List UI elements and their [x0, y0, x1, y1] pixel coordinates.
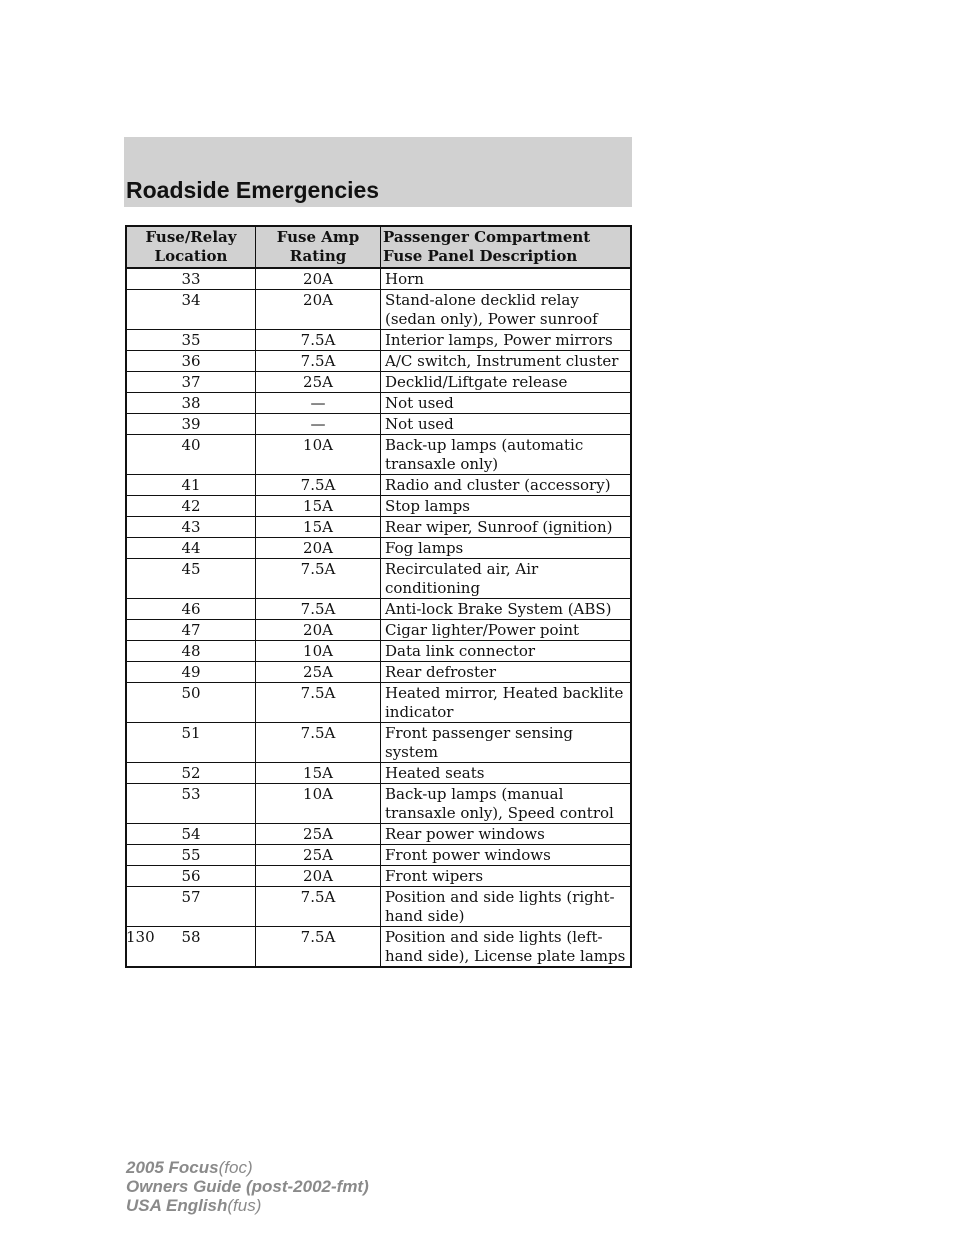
cell-location: 47 — [126, 620, 256, 641]
cell-description: Heated seats — [381, 763, 632, 784]
cell-description: Cigar lighter/Power point — [381, 620, 632, 641]
table-row — [126, 620, 631, 641]
table-header-row — [126, 226, 631, 268]
cell-description: Heated mirror, Heated backlite indicator — [381, 683, 632, 723]
cell-rating: 20A — [256, 538, 381, 559]
cell-location: 40 — [126, 435, 256, 475]
footer-line-2 — [126, 1177, 369, 1196]
cell-rating: 7.5A — [256, 559, 381, 599]
cell-rating: 20A — [256, 866, 381, 887]
cell-description: Not used — [381, 393, 632, 414]
cell-rating: 10A — [256, 784, 381, 824]
cell-rating: 25A — [256, 845, 381, 866]
cell-rating: 7.5A — [256, 927, 381, 968]
cell-location: 57 — [126, 887, 256, 927]
cell-description: Rear power windows — [381, 824, 632, 845]
fuse-table-body — [126, 268, 631, 967]
cell-location: 50 — [126, 683, 256, 723]
cell-rating: 20A — [256, 620, 381, 641]
column-header-rating: Fuse Amp Rating — [256, 226, 381, 268]
cell-location: 45 — [126, 559, 256, 599]
column-header-description: Passenger Compartment Fuse Panel Description — [381, 226, 632, 268]
cell-location: 37 — [126, 372, 256, 393]
cell-location: 38 — [126, 393, 256, 414]
table-row — [126, 683, 631, 723]
table-row — [126, 330, 631, 351]
fuse-table — [125, 225, 632, 968]
cell-location: 54 — [126, 824, 256, 845]
cell-description: Anti-lock Brake System (ABS) — [381, 599, 632, 620]
footer-language: USA English — [126, 1196, 228, 1215]
cell-rating: 10A — [256, 641, 381, 662]
footer-guide: Owners Guide (post-2002-fmt) — [126, 1177, 369, 1196]
cell-location: 51 — [126, 723, 256, 763]
document-footer — [126, 1158, 369, 1215]
cell-location: 39 — [126, 414, 256, 435]
table-row — [126, 641, 631, 662]
cell-description: Stand-alone decklid relay (sedan only), Power sunroof — [381, 290, 632, 330]
cell-description: Back-up lamps (manual transaxle only), Speed control — [381, 784, 632, 824]
cell-rating: — — [256, 414, 381, 435]
cell-rating: 15A — [256, 496, 381, 517]
cell-location: 43 — [126, 517, 256, 538]
cell-location: 44 — [126, 538, 256, 559]
cell-rating: 25A — [256, 824, 381, 845]
cell-rating: 25A — [256, 662, 381, 683]
table-row — [126, 538, 631, 559]
cell-description: Decklid/Liftgate release — [381, 372, 632, 393]
cell-location: 52 — [126, 763, 256, 784]
cell-rating: 7.5A — [256, 887, 381, 927]
table-row — [126, 414, 631, 435]
table-row — [126, 435, 631, 475]
cell-location: 56 — [126, 866, 256, 887]
cell-description: Back-up lamps (automatic transaxle only) — [381, 435, 632, 475]
cell-rating: 7.5A — [256, 475, 381, 496]
cell-rating: 15A — [256, 763, 381, 784]
cell-location: 41 — [126, 475, 256, 496]
cell-rating: — — [256, 393, 381, 414]
cell-location: 35 — [126, 330, 256, 351]
table-row — [126, 887, 631, 927]
cell-description: Recirculated air, Air conditioning — [381, 559, 632, 599]
section-header-band — [124, 137, 632, 207]
footer-model-code: (foc) — [218, 1158, 253, 1177]
table-row — [126, 599, 631, 620]
cell-rating: 10A — [256, 435, 381, 475]
table-row — [126, 351, 631, 372]
cell-description: Rear defroster — [381, 662, 632, 683]
cell-location: 46 — [126, 599, 256, 620]
table-row — [126, 372, 631, 393]
footer-model: 2005 Focus — [126, 1158, 219, 1177]
cell-rating: 20A — [256, 268, 381, 290]
table-row — [126, 559, 631, 599]
table-row — [126, 723, 631, 763]
cell-location: 36 — [126, 351, 256, 372]
table-row — [126, 824, 631, 845]
cell-description: Data link connector — [381, 641, 632, 662]
page-number: 130 — [126, 928, 155, 946]
table-row — [126, 763, 631, 784]
cell-description: Front wipers — [381, 866, 632, 887]
table-row — [126, 866, 631, 887]
cell-rating: 25A — [256, 372, 381, 393]
cell-location: 53 — [126, 784, 256, 824]
table-row — [126, 290, 631, 330]
cell-rating: 7.5A — [256, 683, 381, 723]
cell-description: Interior lamps, Power mirrors — [381, 330, 632, 351]
cell-location: 34 — [126, 290, 256, 330]
table-row — [126, 662, 631, 683]
cell-description: Position and side lights (right-hand side) — [381, 887, 632, 927]
cell-description: Horn — [381, 268, 632, 290]
table-row — [126, 475, 631, 496]
cell-description: Fog lamps — [381, 538, 632, 559]
footer-language-code: (fus) — [227, 1196, 262, 1215]
table-row — [126, 268, 631, 290]
cell-rating: 7.5A — [256, 723, 381, 763]
cell-description: Front passenger sensing system — [381, 723, 632, 763]
cell-description: Radio and cluster (accessory) — [381, 475, 632, 496]
cell-description: Rear wiper, Sunroof (ignition) — [381, 517, 632, 538]
cell-description: A/C switch, Instrument cluster — [381, 351, 632, 372]
footer-line-1 — [126, 1158, 369, 1177]
cell-location: 58 — [126, 927, 256, 968]
footer-line-3 — [126, 1196, 369, 1215]
cell-location: 55 — [126, 845, 256, 866]
cell-location: 49 — [126, 662, 256, 683]
table-row — [126, 517, 631, 538]
cell-location: 33 — [126, 268, 256, 290]
cell-rating: 20A — [256, 290, 381, 330]
cell-rating: 7.5A — [256, 351, 381, 372]
cell-description: Front power windows — [381, 845, 632, 866]
cell-description: Position and side lights (left-hand side), License plate lamps — [381, 927, 632, 968]
cell-location: 42 — [126, 496, 256, 517]
table-row — [126, 496, 631, 517]
cell-rating: 7.5A — [256, 599, 381, 620]
column-header-location: Fuse/Relay Location — [126, 226, 256, 268]
cell-rating: 7.5A — [256, 330, 381, 351]
table-row — [126, 927, 631, 968]
cell-description: Not used — [381, 414, 632, 435]
table-row — [126, 784, 631, 824]
table-row — [126, 393, 631, 414]
section-title: Roadside Emergencies — [126, 177, 380, 203]
cell-location: 48 — [126, 641, 256, 662]
table-row — [126, 845, 631, 866]
cell-description: Stop lamps — [381, 496, 632, 517]
cell-rating: 15A — [256, 517, 381, 538]
